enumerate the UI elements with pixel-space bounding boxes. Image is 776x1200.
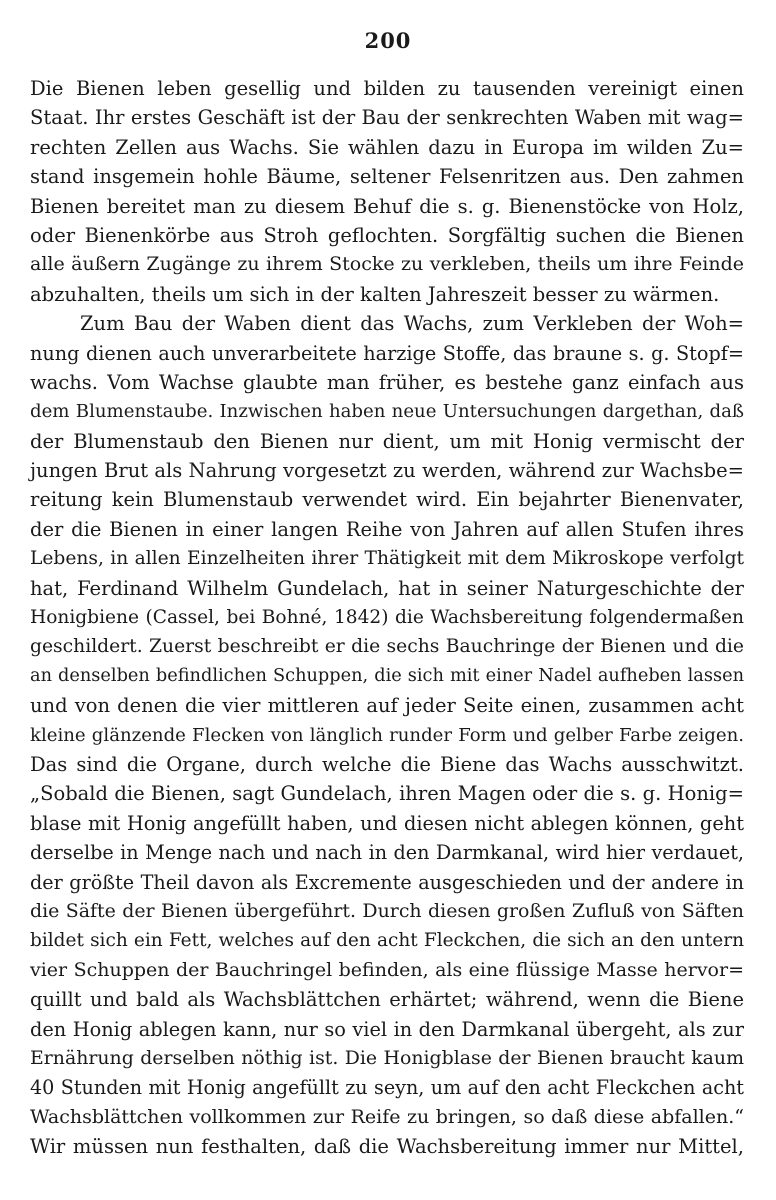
text-line: kleine glänzende Flecken von länglich runder Form und gelber Farbe zeigen. (30, 724, 744, 746)
text-line: vier Schuppen der Bauchringel befinden, als eine flüssige Masse hervor= (30, 958, 744, 981)
text-line: dem Blumenstaube. Inzwischen haben neue Untersuchungen dargethan, daß (30, 401, 744, 423)
text-line: an denselben befindlichen Schuppen, die sich mit einer Nadel aufheben lassen (30, 665, 744, 686)
text-line: Staat. Ihr erstes Geschäft ist der Bau der senkrechten Waben mit wag= (30, 106, 744, 130)
text-line: den Honig ablegen kann, nur so viel in den Darmkanal übergeht, als zur (30, 1017, 744, 1041)
text-line: Honigbiene (Cassel, bei Bohné, 1842) die Wachsbereitung folgendermaßen (30, 607, 744, 629)
text-line: der größte Theil davon als Excremente ausgeschieden und der andere in (30, 870, 744, 894)
text-line: „Sobald die Bienen, sagt Gundelach, ihren Magen oder die s. g. Honig= (30, 782, 744, 806)
text-line: bildet sich ein Fett, welches auf den acht Fleckchen, die sich an den untern (30, 930, 744, 952)
text-line: nung dienen auch unverarbeitete harzige Stoffe, das braune s. g. Stopf= (30, 341, 744, 365)
text-line: Zum Bau der Waben dient das Wachs, zum Verkleben der Woh= (80, 312, 744, 336)
text-line: reitung kein Blumenstaub verwendet wird. Ein bejahrter Bienenvater, (30, 488, 744, 512)
text-line: Bienen bereitet man zu diesem Behuf die s. g. Bienenstöcke von Holz, (30, 194, 744, 218)
body-text (30, 74, 744, 1161)
text-line: Lebens, in allen Einzelheiten ihrer Thätigkeit mit dem Mikroskope verfolgt (30, 548, 744, 570)
text-line: 40 Stunden mit Honig angefüllt zu seyn, um auf den acht Fleckchen acht (30, 1076, 744, 1100)
text-line: Ernährung derselben nöthig ist. Die Honigblase der Bienen braucht kaum (30, 1046, 744, 1069)
page-number: 200 (364, 28, 412, 53)
text-line: Die Bienen leben gesellig und bilden zu tausenden vereinigt einen (30, 77, 744, 100)
text-line: Wir müssen nun festhalten, daß die Wachsbereitung immer nur Mittel, (30, 1135, 744, 1159)
text-line: blase mit Honig angefüllt haben, und diesen nicht ablegen können, geht (30, 811, 744, 835)
text-line: die Säfte der Bienen übergeführt. Durch diesen großen Zufluß von Säften (30, 899, 744, 922)
text-line: Das sind die Organe, durch welche die Biene das Wachs ausschwitzt. (30, 752, 744, 776)
text-line: der Blumenstaub den Bienen nur dient, um mit Honig vermischt der (30, 429, 744, 453)
text-line: quillt und bald als Wachsblättchen erhärtet; während, wenn die Biene (30, 988, 744, 1012)
text-line: derselbe in Menge nach und nach in den Darmkanal, wird hier verdauet, (30, 841, 744, 865)
text-line: wachs. Vom Wachse glaubte man früher, es bestehe ganz einfach aus (30, 370, 744, 394)
text-line: jungen Brut als Nahrung vorgesetzt zu werden, während zur Wachsbe= (30, 459, 744, 483)
text-line: hat, Ferdinand Wilhelm Gundelach, hat in seiner Naturgeschichte der (30, 576, 744, 600)
text-line: alle äußern Zugänge zu ihrem Stocke zu verkleben, theils um ihre Feinde (30, 253, 744, 276)
text-line: geschildert. Zuerst beschreibt er die sechs Bauchringe der Bienen und die (30, 636, 744, 658)
text-line: oder Bienenkörbe aus Stroh geflochten. Sorgfältig suchen die Bienen (30, 223, 744, 247)
text-line: rechten Zellen aus Wachs. Sie wählen dazu in Europa im wilden Zu= (30, 135, 744, 159)
text-line: der die Bienen in einer langen Reihe von Jahren auf allen Stufen ihres (30, 517, 744, 541)
text-line: abzuhalten, theils um sich in der kalten Jahreszeit besser zu wärmen. (30, 282, 720, 306)
text-line: stand insgemein hohle Bäume, seltener Felsenritzen aus. Den zahmen (30, 165, 744, 189)
text-line: und von denen die vier mittleren auf jeder Seite einen, zusammen acht (30, 694, 744, 718)
text-line: Wachsblättchen vollkommen zur Reife zu bringen, so daß diese abfallen.“ (30, 1105, 744, 1128)
